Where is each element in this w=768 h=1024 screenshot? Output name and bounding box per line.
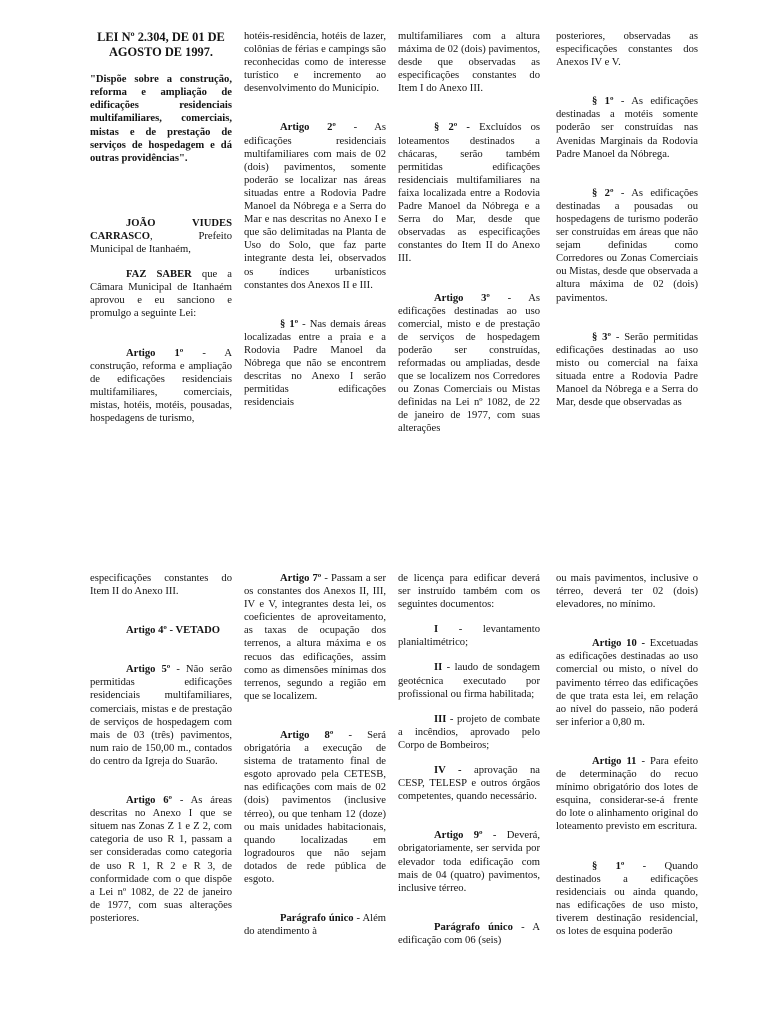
article-2-paragraph-2-text: Excluídos os loteamentos destinados a chácaras, serão também permitidas edificações residenciais multifamiliares na faixa localizada entre a Rodovia Padre Manoel da Nóbrega e a Serra do Mar, desde que observadas as especificações constantes do Item II do Anexo III. <box>398 122 541 265</box>
page1-column-3 <box>398 30 540 436</box>
page1-column-2 <box>244 30 386 409</box>
page2-column-1 <box>90 572 232 925</box>
article-2-paragraph-1-text: - Nas demais áreas localizadas entre a praia e a Rodovia Padre Manoel da Nóbrega que não se encontrem descritas no Anexo I serão permitidas edificações residenciais <box>244 318 386 409</box>
article-3-paragraph-1-label: § 1º <box>592 96 614 108</box>
document-page-2 <box>0 568 768 1024</box>
law-title: LEI Nº 2.304, DE 01 DE AGOSTO DE 1997. <box>97 30 225 59</box>
article-9-label: Artigo 9º <box>434 830 483 842</box>
article-5 <box>90 663 232 768</box>
article-1-label: Artigo 1º <box>126 347 184 359</box>
item-ii-label: II <box>434 662 443 674</box>
article-7-label: Artigo 7º <box>280 573 322 584</box>
page-gap <box>0 512 768 568</box>
page2-column-3 <box>398 572 540 947</box>
page2-column-2 <box>244 572 386 938</box>
column-4-continuation: posteriores, observadas as especificações constantes dos Anexos IV e V. <box>556 31 698 69</box>
article-7-text: - Passam a ser os constantes dos Anexos II, III, IV e V, integrantes desta lei, os coeficientes de aproveitamento, as taxas de ocupação dos terrenos, a altura máxima e os recuos das edificações, assim como as dimensões mínimas dos terrenos, segundo a região em que se localizem. <box>244 573 386 702</box>
article-3-paragraph-3-text: - Serão permitidas edificações destinadas ao uso misto ou comercial na faixa situada entre a Rodovia Padre Manoel da Nóbrega e a Serra do Mar, desde que observadas as <box>556 331 698 409</box>
page2-column-4-continuation: ou mais pavimentos, inclusive o térreo, deverá ter 02 (dois) elevadores, no mínimo. <box>556 573 698 611</box>
article-6-text: - As áreas descritas no Anexo I que se situem nas Zonas Z 1 e Z 2, com categoria de uso R 1, passam a ser consideradas como categoria de uso R 1, R 2 e R 3, de conformidade com o que dispõe a Lei nº 1082, de 22 de janeiro de 1977, com suas alterações posteriores. <box>90 795 232 924</box>
item-iii <box>398 713 540 752</box>
article-9-text: - Deverá, obrigatoriamente, ser servida por elevador toda edificação com mais de 04 (quatro) pavimentos, inclusive térreo. <box>398 830 540 894</box>
article-6 <box>90 794 232 925</box>
article-2 <box>244 121 386 291</box>
article-3-paragraph-2 <box>556 187 698 305</box>
article-3-paragraph-1 <box>556 95 698 160</box>
item-iv-label: IV - <box>434 765 462 777</box>
article-2-text: - As edificações residenciais multifamiliares com mais de 02 (dois) pavimentos, somente poderão se localizar nas áreas situadas entre a Rodovia Padre Manoel da Nóbrega e a Serra do Mar e nas descritas no Anexo I e que são delimitadas na Planta de Uso do Solo, que faz parte integrante desta lei, observados os índices urbanísticos constantes dos Anexos II e III. <box>244 122 386 291</box>
article-3-label: Artigo 3º <box>434 292 490 304</box>
item-i-label: I <box>434 624 439 636</box>
article-9-paragraph-unico <box>398 921 540 947</box>
page2-column-3-continuation: de licença para edificar deverá ser instruído também com os seguintes documentos: <box>398 573 540 611</box>
mayor-name: JOÃO VIUDES CARRASCO <box>90 217 232 242</box>
article-2-paragraph-2 <box>398 121 540 265</box>
article-2-paragraph-2-label: § 2º - <box>434 122 470 134</box>
mayor-paragraph <box>90 217 232 256</box>
article-7 <box>244 572 386 703</box>
mayor-text: , Prefeito Municipal de Itanhaém, <box>90 230 232 256</box>
article-11-text: - Para efeito de determinação do recuo mínimo obrigatório dos lotes de esquina, considerar-se-á frente do lote o alinhamento original do loteamento previsto em escritura. <box>556 755 698 833</box>
item-i <box>398 623 540 649</box>
article-3-paragraph-2-label: § 2º <box>592 187 614 199</box>
faz-saber-paragraph <box>90 268 232 320</box>
article-3-text: - As edificações destinadas ao uso comercial, misto e de prestação de serviços de hospedagem poderão ser construídas, reformadas ou ampliadas, desde que se localizem nos Corredores ou Zonas Comerciais ou Mistas definidas na Lei nº 1082, de 22 de janeiro de 1977, com suas alterações <box>398 292 540 435</box>
article-10-text: Excetuadas as edificações destinadas ao uso comercial ou misto, o nível do pavimento térreo das edificações de que trata esta lei, em relação ao nível do passeio, não poderá ser inferior a 0,80 m. <box>556 638 698 728</box>
page2-column-4 <box>556 572 698 938</box>
article-8 <box>244 729 386 886</box>
law-ementa: "Dispõe sobre a construção, reforma e ampliação de edificações residenciais multifamiliares, comerciais, mistas e de prestação de serviços de hospedagem e dá outras providências". <box>90 74 232 164</box>
article-1 <box>90 347 232 426</box>
article-4: Artigo 4º - VETADO <box>126 625 221 637</box>
article-5-text: - Não serão permitidas edificações residenciais multifamiliares, comerciais, mistas e de prestação de serviços de hospedagem com mais de 03 (três) pavimentos, num raio de 150,00 m., contados do centro da Igreja do Suarão. <box>90 664 232 767</box>
page1-column-1 <box>90 30 232 425</box>
faz-saber-text: que a Câmara Municipal de Itanhaém aprovou e eu sanciono e promulgo a seguinte Lei: <box>90 269 233 320</box>
column-3-continuation: multifamiliares com a altura máxima de 02 (dois) pavimentos, desde que observadas as especificações constantes do Item I do Anexo III. <box>398 31 540 95</box>
article-8-paragraph-unico-text: - Além do atendimento à <box>244 913 387 938</box>
page2-column-1-continuation: especificações constantes do Item II do Anexo III. <box>90 573 232 598</box>
page1-column-4 <box>556 30 698 409</box>
article-1-text: - A construção, reforma e ampliação de edificações residenciais multifamiliares, comerciais, mistas, hotéis, motéis, pousadas, hospedagens de turismo, <box>90 347 232 424</box>
article-9-paragraph-unico-label: Parágrafo único <box>434 921 513 933</box>
article-2-paragraph-1-label: § 1º <box>280 318 299 330</box>
article-3-paragraph-1-text: - As edificações destinadas a motéis somente poderão ser construídas nas Avenidas Marginais da Rodovia Padre Manoel da Nóbrega. <box>556 96 698 160</box>
item-iii-text: - projeto de combate a incêndios, aprovado pelo Corpo de Bombeiros; <box>398 713 540 751</box>
article-3-paragraph-3-label: § 3º <box>592 331 611 343</box>
column-2-continuation: hotéis-residência, hotéis de lazer, colônias de férias e campings são reconhecidas como de interesse turístico e incremento ao desenvolvimento do Município. <box>244 31 386 95</box>
article-5-label: Artigo 5º <box>126 664 171 676</box>
article-2-label: Artigo 2º <box>280 122 336 134</box>
article-8-label: Artigo 8º <box>280 729 334 741</box>
article-9 <box>398 829 540 894</box>
article-8-paragraph-unico <box>244 912 386 938</box>
item-ii-text: - laudo de sondagem geotécnica executado por profissional ou firma habilitada; <box>398 662 540 700</box>
article-8-paragraph-unico-label: Parágrafo único <box>280 913 354 925</box>
article-3 <box>398 292 540 436</box>
item-i-text: - levantamento planialtimétrico; <box>398 624 540 649</box>
article-2-paragraph-1 <box>244 318 386 410</box>
item-iv-text: aprovação na CESP, TELESP e outros órgãos competentes, quando necessário. <box>398 765 540 803</box>
item-iv <box>398 764 540 803</box>
item-ii <box>398 661 540 700</box>
faz-saber-label: FAZ SABER <box>126 269 192 281</box>
article-11 <box>556 755 698 834</box>
article-3-paragraph-2-text: - As edificações destinadas a pousadas ou hospedagens de turismo poderão ser construídas em áreas que não sejam definidas como Corredores ou Zonas Comerciais ou Mistas, desde que observada a altura máxima de 02 (dois) pavimentos. <box>556 187 698 304</box>
article-6-label: Artigo 6º <box>126 795 173 807</box>
item-iii-label: III <box>434 713 447 725</box>
article-3-paragraph-3 <box>556 331 698 410</box>
article-8-text: - Será obrigatória a execução de sistema de tratamento final de esgoto aprovado pela CETESB, nas edificações com mais de 02 (dois) pavimentos (inclusive térreo), ou que tenham 12 (doze) ou mais unidades habitacionais, quando localizadas em logradouros que não sejam dotados de rede pública de esgoto. <box>244 729 386 885</box>
article-10-label: Artigo 10 - <box>592 638 646 650</box>
article-11-paragraph-1-label: § 1º <box>592 860 625 872</box>
article-11-paragraph-1-text: - Quando destinados a edificações residenciais ou ainda quando, nas edificações de uso misto, tiverem destinação residencial, os lotes de esquina poderão <box>556 860 698 937</box>
article-11-paragraph-1 <box>556 860 698 939</box>
article-11-label: Artigo 11 <box>592 755 637 767</box>
article-10 <box>556 637 698 729</box>
article-9-paragraph-unico-text: - A edificação com 06 (seis) <box>398 921 541 946</box>
